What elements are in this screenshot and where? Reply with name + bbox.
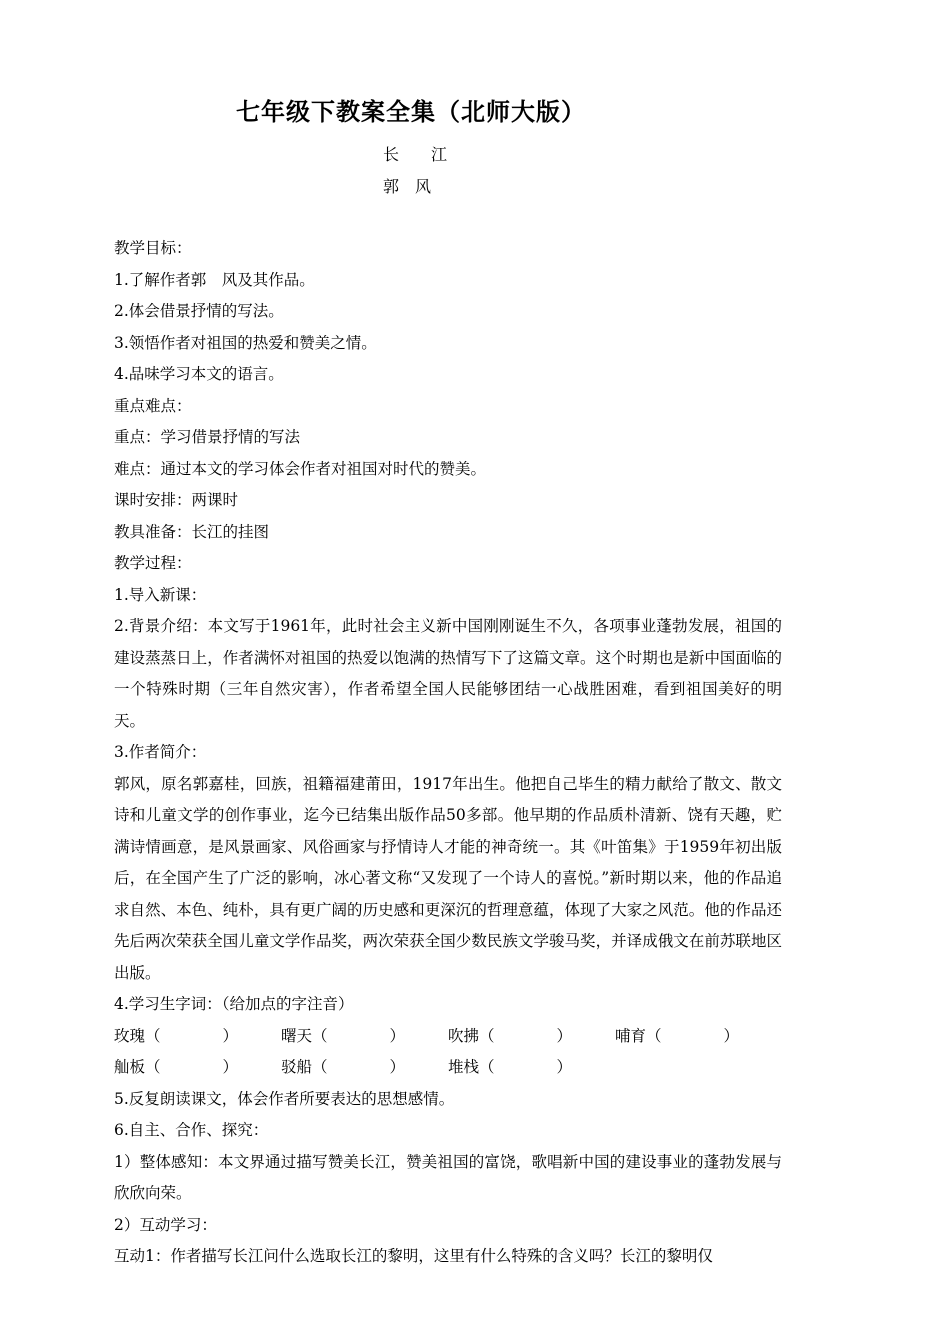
vocab-item: 吹拂（ ） [448, 1026, 573, 1045]
teaching-aids: 教具准备：长江的挂图 [114, 522, 270, 541]
author-paragraph: 郭风，原名郭嘉桂，回族，祖籍福建莆田，1917年出生。他把自己毕生的精力献给了散文、散文诗和儿童文学的创作事业，迄今已结集出版作品50多部。他早期的作品质朴清新、饶有天趣，贮满诗情画意，是风景画家、风俗画家与抒情诗人才能的神奇统一。其《叶笛集》于1959年初出版后，在全国产生了广泛的影响，冰心著文称“又发现了一个诗人的喜悦。”新时期以来，他的作品追求自然、本色、纯朴，具有更广阔的历史感和更深沉的哲理意蕴，体现了大家之风范。他的作品还先后两次荣获全国儿童文学作品奖，两次荣获全国少数民族文学骏马奖，并译成俄文在前苏联地区出版。 [114, 774, 782, 982]
vocab-item: 玫瑰（ ） [114, 1026, 239, 1045]
section-heading-objectives: 教学目标： [114, 239, 192, 257]
section-heading-process: 教学过程： [114, 554, 192, 572]
perception-paragraph: 1）整体感知：本文界通过描写赞美长江，赞美祖国的富饶，歌唱新中国的建设事业的蓬勃发展与欣欣向荣。 [114, 1152, 782, 1202]
author-heading: 3.作者简介： [114, 743, 207, 761]
vocab-heading: 4.学习生字词：（给加点的字注音） [114, 995, 354, 1013]
vocab-row [114, 1021, 782, 1053]
objective-item: 2.体会借景抒情的写法。 [114, 302, 284, 320]
step-inquiry: 6.自主、合作、探究： [114, 1121, 269, 1139]
interaction-question: 互动1：作者描写长江问什么选取长江的黎明，这里有什么特殊的含义吗？长江的黎明仅 [114, 1247, 713, 1265]
document-body [114, 233, 782, 1273]
objective-item: 3.领悟作者对祖国的热爱和赞美之情。 [114, 333, 377, 352]
lesson-title: 长 江 [383, 145, 448, 164]
step-introduction: 1.导入新课： [114, 585, 207, 604]
objective-item: 1.了解作者郭 风及其作品。 [114, 270, 315, 289]
step-reading: 5.反复朗读课文，体会作者所要表达的思想感情。 [114, 1089, 455, 1108]
interaction-heading: 2）互动学习： [114, 1215, 217, 1234]
vocab-item: 哺育（ ） [615, 1026, 740, 1045]
lesson-author: 郭 风 [383, 177, 432, 196]
vocab-row [114, 1052, 782, 1084]
class-hours: 课时安排：两课时 [114, 491, 239, 509]
objective-item: 4.品味学习本文的语言。 [114, 365, 284, 383]
vocab-item: 驳船（ ） [281, 1058, 406, 1076]
difficult-point: 难点：通过本文的学习体会作者对祖国对时代的赞美。 [114, 459, 487, 478]
document-title: 七年级下教案全集（北师大版） [236, 98, 586, 126]
vocab-item: 堆栈（ ） [448, 1058, 573, 1076]
key-point: 重点：学习借景抒情的写法 [114, 428, 301, 446]
background-paragraph: 2.背景介绍：本文写于1961年，此时社会主义新中国刚刚诞生不久，各项事业蓬勃发展，祖国的建设蒸蒸日上，作者满怀对祖国的热爱以饱满的热情写下了这篇文章。这个时期也是新中国面临的一个特殊时期（三年自然灾害），作者希望全国人民能够团结一心战胜困难，看到祖国美好的明天。 [114, 617, 782, 730]
vocab-item: 舢板（ ） [114, 1058, 239, 1076]
section-heading-key-points: 重点难点： [114, 396, 192, 415]
vocab-item: 曙天（ ） [281, 1026, 406, 1045]
